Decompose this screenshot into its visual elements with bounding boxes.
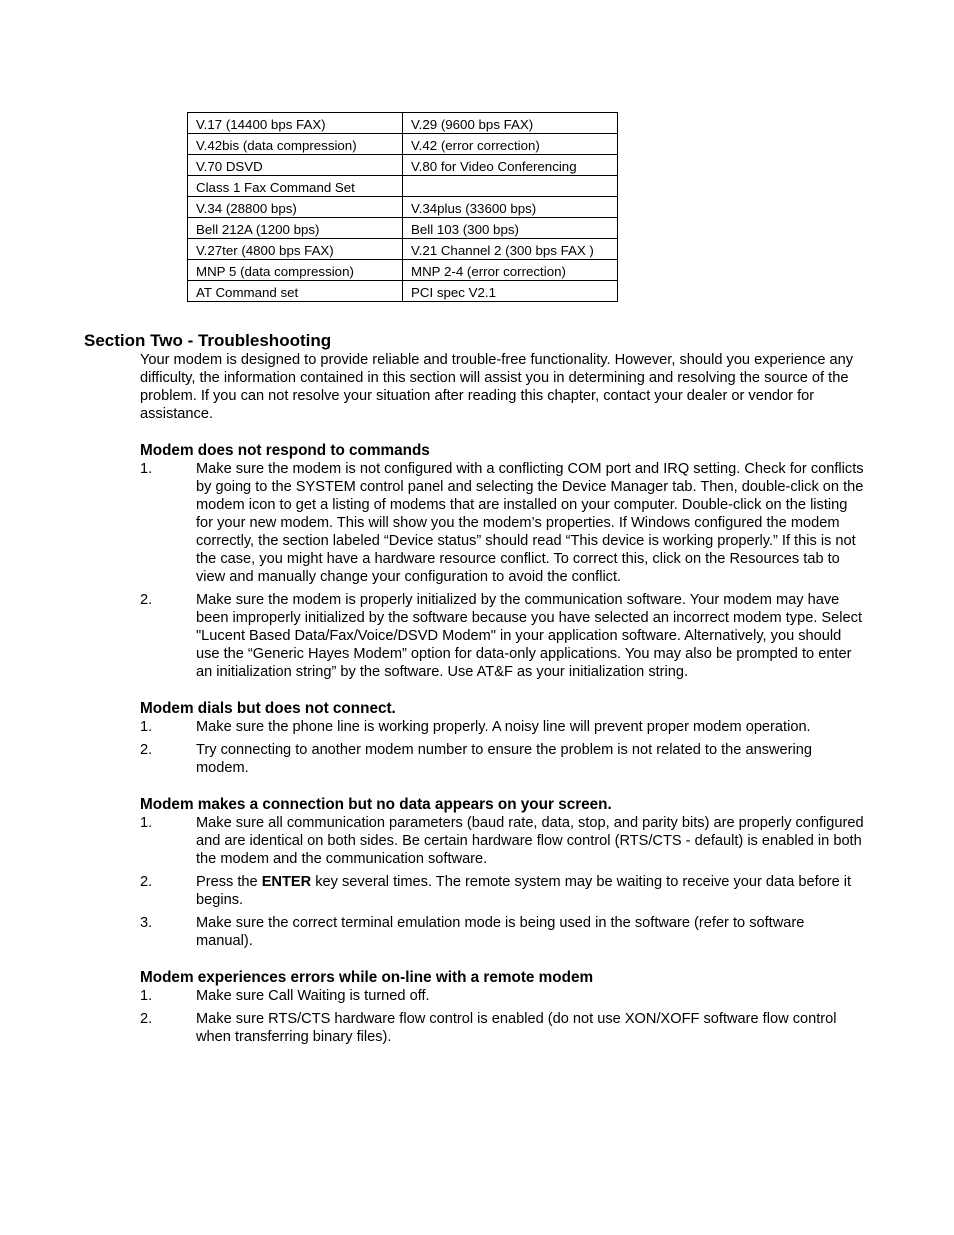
- table-row: [188, 260, 618, 281]
- table-cell: V.42 (error correction): [403, 134, 618, 155]
- item-text: Make sure the modem is not configured with a conflicting COM port and IRQ setting. Check for conflicts by going to the SYSTEM control panel and selecting the Device Manager tab. Then, double-click on the modem icon to get a listing of modems that are installed on your computer. Double-click on the listing for your new modem. This will show you the modem’s properties. If Windows configured the modem correctly, the section labeled “Device status” should read “This device is working properly.” If this is not the case, you might have a hardware resource conflict. To correct this, click on the Resources tab to view and manually change your configuration to avoid the conflict.: [196, 461, 864, 585]
- table-row: [188, 134, 618, 155]
- item-text: Make sure RTS/CTS hardware flow control is enabled (do not use XON/XOFF software flow control when transferring binary files).: [196, 1011, 837, 1045]
- table-row: [188, 197, 618, 218]
- list-item: [140, 814, 865, 868]
- section-title: Section Two - Troubleshooting: [84, 331, 332, 350]
- list-item: [140, 718, 865, 736]
- item-text: Make sure all communication parameters (baud rate, data, stop, and parity bits) are properly configured and are identical on both sides. Be certain hardware flow control (RTS/CTS - default) is enabled in both the modem and the communication software.: [196, 815, 864, 867]
- table-row: [188, 155, 618, 176]
- list-item: [140, 460, 865, 586]
- table-cell: V.80 for Video Conferencing: [403, 155, 618, 176]
- list-item: [140, 987, 865, 1005]
- subsection-title: Modem dials but does not connect.: [140, 700, 396, 717]
- table-cell: V.42bis (data compression): [188, 134, 403, 155]
- table-cell: V.70 DSVD: [188, 155, 403, 176]
- subsection-title: Modem does not respond to commands: [140, 442, 430, 459]
- table-row: [188, 239, 618, 260]
- item-number: 1.: [140, 815, 153, 831]
- list-item: [140, 591, 865, 681]
- table-cell: [403, 176, 618, 197]
- item-text: Make sure the correct terminal emulation mode is being used in the software (refer to software manual).: [196, 915, 805, 949]
- table-cell: V.21 Channel 2 (300 bps FAX ): [403, 239, 618, 260]
- intro-paragraph: Your modem is designed to provide reliable and trouble-free functionality. However, should you experience any difficulty, the information contained in this section will assist you in determining and resolving the source of the problem. If you can not resolve your situation after reading this chapter, contact your dealer or vendor for assistance.: [140, 352, 854, 422]
- item-number: 1.: [140, 988, 153, 1004]
- table-cell: V.27ter (4800 bps FAX): [188, 239, 403, 260]
- enter-key-label: ENTER: [261, 874, 312, 890]
- item-text: Make sure Call Waiting is turned off.: [196, 988, 430, 1004]
- table-row: [188, 281, 618, 302]
- item-text: Try connecting to another modem number to ensure the problem is not related to the answering modem.: [196, 742, 812, 776]
- list-item: [140, 741, 865, 777]
- list-item: [140, 914, 865, 950]
- table-cell: Bell 103 (300 bps): [403, 218, 618, 239]
- item-number: 1.: [140, 461, 153, 477]
- table-cell: V.34 (28800 bps): [188, 197, 403, 218]
- table-cell: PCI spec V2.1: [403, 281, 618, 302]
- item-number: 3.: [140, 915, 153, 931]
- table-cell: AT Command set: [188, 281, 403, 302]
- subsection-title: Modem makes a connection but no data appears on your screen.: [140, 796, 612, 813]
- table-cell: MNP 2-4 (error correction): [403, 260, 618, 281]
- table-cell: Bell 212A (1200 bps): [188, 218, 403, 239]
- list-item: [140, 873, 865, 909]
- item-text: Make sure the phone line is working properly. A noisy line will prevent proper modem operation.: [196, 719, 811, 735]
- item-number: 2.: [140, 1011, 153, 1027]
- item-text: [196, 873, 865, 909]
- table-cell: V.29 (9600 bps FAX): [403, 113, 618, 134]
- table-cell: MNP 5 (data compression): [188, 260, 403, 281]
- item-number: 2.: [140, 874, 153, 890]
- list-item: [140, 1010, 865, 1046]
- item-text: Make sure the modem is properly initialized by the communication software. Your modem may have been improperly initialized by the software because you have selected an incorrect modem type. Select "Lucent Based Data/Fax/Voice/DSVD Modem" in your application software. Alternatively, you should use the “Generic Hayes Modem” option for data-only applications. You may also be prompted to enter an initialization string” by the software. Use AT&F as your initialization string.: [196, 592, 862, 680]
- item-number: 1.: [140, 719, 153, 735]
- item-number: 2.: [140, 742, 153, 758]
- subsection-title: Modem experiences errors while on-line with a remote modem: [140, 969, 594, 986]
- table-cell: V.17 (14400 bps FAX): [188, 113, 403, 134]
- item-text-pre: Press the: [196, 874, 262, 890]
- table-row: [188, 113, 618, 134]
- troubleshooting-content: [140, 351, 865, 1046]
- item-number: 2.: [140, 592, 153, 608]
- table-row: [188, 218, 618, 239]
- supported-standards-table: [187, 112, 618, 302]
- table-cell: V.34plus (33600 bps): [403, 197, 618, 218]
- table-cell: Class 1 Fax Command Set: [188, 176, 403, 197]
- item-text-post: key several times. The remote system may be waiting to receive your data before it begins.: [196, 874, 852, 908]
- table-row: [188, 176, 618, 197]
